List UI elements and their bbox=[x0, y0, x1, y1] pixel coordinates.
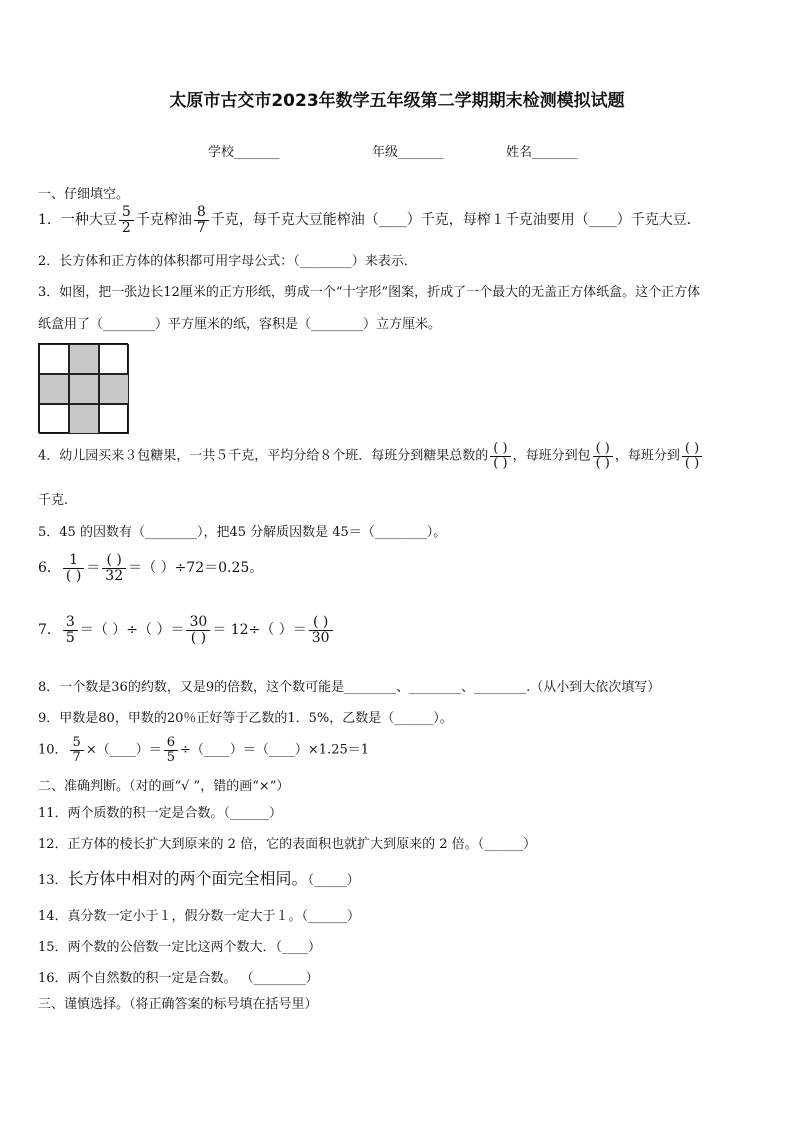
q4-blank-fraction-3 bbox=[682, 442, 702, 470]
question-10 bbox=[38, 736, 369, 764]
q7-fraction-2 bbox=[186, 615, 210, 645]
question-3-line-1: 3．如图，把一张边长12厘米的正方形纸，剪成一个“十字形”图案，折成了一个最大的无盖正方体纸盒。这个正方体 bbox=[38, 285, 701, 300]
question-4 bbox=[38, 442, 704, 470]
q4-f3-denominator: ( ) bbox=[684, 455, 700, 471]
q10-label: 10． bbox=[38, 742, 68, 758]
q7-f1-denominator: 5 bbox=[65, 629, 75, 646]
q1-f2-denominator: 7 bbox=[196, 219, 206, 236]
q1-f2-numerator: 8 bbox=[194, 205, 209, 221]
q4-f2-numerator: ( ) bbox=[593, 442, 613, 457]
question-8: 8．一个数是36的约数，又是9的倍数，这个数可能是________、________、________.（从小到大依次填写） bbox=[38, 680, 661, 695]
q10-f2-denominator: 5 bbox=[166, 749, 176, 765]
grid-cell bbox=[39, 344, 69, 374]
q7-text-mid: ＝（ ）÷（ ）＝ bbox=[79, 622, 185, 639]
q4-blank-fraction-2 bbox=[593, 442, 613, 470]
grid-cell-shaded bbox=[69, 404, 99, 434]
question-12: 12．正方体的棱长扩大到原来的 2 倍，它的表面积也就扩大到原来的 2 倍。（______） bbox=[38, 837, 537, 852]
q13-label: 13． bbox=[38, 873, 68, 888]
question-9: 9．甲数是80，甲数的20％正好等于乙数的1．5%，乙数是（______）。 bbox=[38, 711, 453, 726]
q7-label: 7． bbox=[38, 622, 61, 639]
q7-f2-denominator: ( ) bbox=[190, 629, 207, 646]
q13-text: 长方体中相对的两个面完全相同。 bbox=[67, 869, 308, 888]
q4-blank-fraction-1 bbox=[490, 442, 510, 470]
cross-pattern-figure bbox=[38, 343, 128, 433]
question-2: 2．长方体和正方体的体积都可用字母公式：（________）来表示． bbox=[38, 254, 417, 269]
q10-f2-numerator: 6 bbox=[164, 736, 178, 751]
question-1 bbox=[38, 205, 701, 235]
question-13 bbox=[38, 866, 360, 889]
q6-f2-denominator: 32 bbox=[105, 567, 124, 584]
q10-text-a: ×（____）＝ bbox=[85, 742, 162, 758]
question-4-continued: 千克. bbox=[38, 493, 69, 508]
school-field[interactable]: 学校_______ bbox=[208, 145, 280, 160]
grid-cell-shaded bbox=[39, 374, 69, 404]
grade-field[interactable]: 年级_______ bbox=[372, 145, 444, 160]
q4-f3-numerator: ( ) bbox=[682, 442, 702, 457]
name-field[interactable]: 姓名_______ bbox=[506, 145, 578, 160]
q6-fraction-1 bbox=[63, 553, 84, 583]
grid-cell-shaded bbox=[69, 374, 99, 404]
q7-f3-numerator: ( ) bbox=[309, 615, 333, 631]
question-3-line-2: 纸盒用了（________）平方厘米的纸，容积是（________）立方厘米。 bbox=[38, 317, 442, 332]
grid-cell bbox=[99, 344, 129, 374]
q7-f3-denominator: 30 bbox=[311, 629, 330, 646]
question-11: 11．两个质数的积一定是合数。（______） bbox=[38, 806, 283, 821]
q1-text-b: 千克榨油 bbox=[135, 212, 192, 229]
q6-f1-denominator: ( ) bbox=[65, 567, 82, 584]
q10-text-b: ÷（____）＝（____）×1.25＝1 bbox=[180, 742, 370, 758]
q6-fraction-2 bbox=[102, 553, 126, 583]
q1-text-c: 千克，每千克大豆能榨油（____）千克，每榨１千克油要用（____）千克大豆． bbox=[210, 212, 701, 229]
grid-cell-shaded bbox=[99, 374, 129, 404]
q6-f1-numerator: 1 bbox=[63, 553, 84, 569]
q10-fraction-2 bbox=[164, 736, 178, 764]
q10-fraction-1 bbox=[70, 736, 84, 764]
question-15: 15．两个数的公倍数一定比这两个数大．（____） bbox=[38, 940, 322, 955]
q4-f2-denominator: ( ) bbox=[595, 455, 610, 471]
question-5: 5．45 的因数有（________），把45 分解质因数是 45＝（________）。 bbox=[38, 525, 447, 540]
q6-label: 6． bbox=[38, 560, 61, 577]
page-title: 太原市古交市2023年数学五年级第二学期期末检测模拟试题 bbox=[169, 91, 625, 111]
q10-f1-numerator: 5 bbox=[70, 736, 84, 751]
question-16: 16．两个自然数的积一定是合数。 （________） bbox=[38, 971, 319, 986]
grid-cell bbox=[99, 404, 129, 434]
q1-f1-denominator: 2 bbox=[121, 219, 131, 236]
q10-f1-denominator: 7 bbox=[72, 749, 81, 765]
q4-text-b: ，每班分到包 bbox=[512, 448, 591, 464]
fraction-5-2 bbox=[119, 205, 134, 235]
q1-f1-numerator: 5 bbox=[119, 205, 134, 221]
q4-f1-numerator: ( ) bbox=[490, 442, 510, 457]
q7-fraction-3 bbox=[309, 615, 333, 645]
fraction-8-7 bbox=[194, 205, 209, 235]
section-heading-1: 一、仔细填空。 bbox=[38, 187, 130, 202]
q7-f2-numerator: 30 bbox=[186, 615, 210, 631]
q4-f1-denominator: ( ) bbox=[493, 455, 508, 471]
q4-text-c: ，每班分到 bbox=[614, 448, 680, 464]
q13-blank: （_____） bbox=[307, 873, 360, 888]
q7-f1-numerator: 3 bbox=[63, 615, 78, 631]
q4-text-a: 4．幼儿园买来３包糖果，一共５千克，平均分给８个班．每班分到糖果总数的 bbox=[38, 448, 489, 464]
question-6: 6． $\frac{1}{( )}$ ＝ $\frac{( )}{32}$ ＝（ ）÷72＝0.25。 bbox=[38, 552, 264, 584]
grid-cell-shaded bbox=[69, 344, 99, 374]
q6-text-rest: ＝（ ）÷72＝0.25。 bbox=[128, 560, 264, 577]
question-7 bbox=[38, 615, 335, 645]
question-14: 14．真分数一定小于１，假分数一定大于１。（______） bbox=[38, 909, 361, 924]
q6-f2-numerator: ( ) bbox=[102, 553, 126, 569]
q7-fraction-1 bbox=[63, 615, 78, 645]
q1-text-a: 1．一种大豆 bbox=[38, 212, 117, 229]
section-heading-3: 三、谨慎选择。（将正确答案的标号填在括号里） bbox=[38, 997, 318, 1012]
q7-text-mid2: ＝ 12÷（ ）＝ bbox=[212, 622, 307, 639]
section-heading-2: 二、准确判断。（对的画“√ ”，错的画“×”） bbox=[38, 779, 290, 794]
grid-cell bbox=[39, 404, 69, 434]
